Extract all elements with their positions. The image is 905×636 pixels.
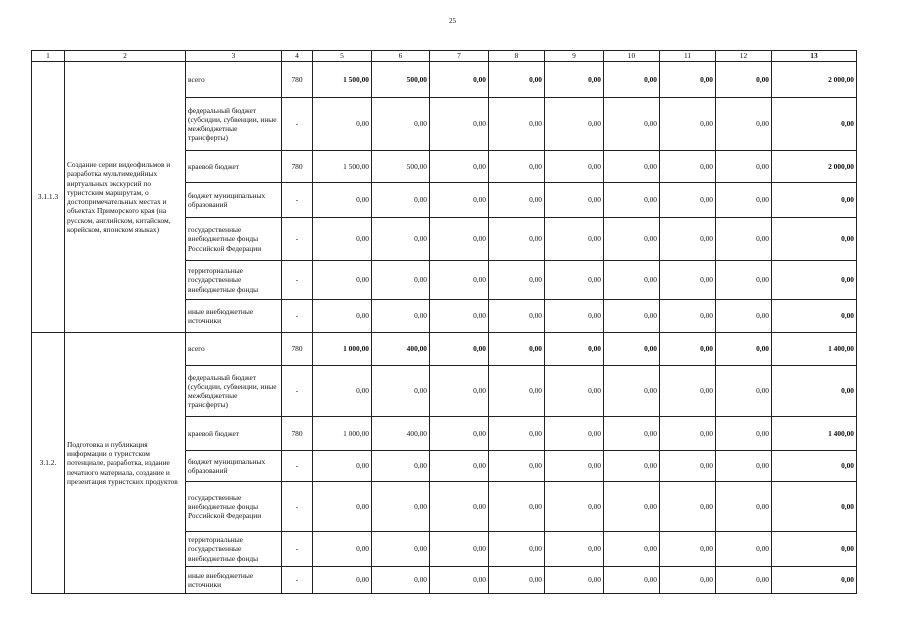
funding-source: иные внебюджетные источники [186, 300, 282, 333]
cell-c9: 0,00 [545, 482, 604, 532]
cell-c9: 0,00 [545, 300, 604, 333]
cell-c8: 0,00 [489, 151, 545, 183]
cell-c9: 0,00 [545, 261, 604, 300]
cell-c6: 0,00 [372, 482, 430, 532]
cell-c10: 0,00 [604, 482, 660, 532]
cell-c7: 0,00 [430, 62, 489, 98]
cell-c6: 500,00 [372, 62, 430, 98]
cell-c4: - [282, 567, 313, 594]
cell-c8: 0,00 [489, 333, 545, 366]
table-row [32, 62, 857, 98]
funding-source: бюджет муниципальных образований [186, 451, 282, 482]
funding-source: государственные внебюджетные фонды Российской Федерации [186, 482, 282, 532]
cell-c7: 0,00 [430, 151, 489, 183]
funding-source: краевой бюджет [186, 151, 282, 183]
cell-c5: 0,00 [313, 482, 372, 532]
cell-c7: 0,00 [430, 567, 489, 594]
cell-c5: 0,00 [313, 451, 372, 482]
cell-c13: 2 000,00 [772, 62, 857, 98]
cell-c12: 0,00 [716, 62, 772, 98]
cell-c5: 0,00 [313, 218, 372, 261]
cell-c10: 0,00 [604, 300, 660, 333]
cell-c10: 0,00 [604, 451, 660, 482]
cell-c11: 0,00 [660, 567, 716, 594]
col-header-13: 13 [772, 51, 857, 62]
col-header-10: 10 [604, 51, 660, 62]
item-code: 3.1.2. [32, 333, 65, 594]
budget-table [31, 50, 857, 594]
cell-c10: 0,00 [604, 261, 660, 300]
cell-c10: 0,00 [604, 151, 660, 183]
cell-c10: 0,00 [604, 218, 660, 261]
cell-c4: - [282, 451, 313, 482]
cell-c13: 1 400,00 [772, 333, 857, 366]
cell-c13: 0,00 [772, 451, 857, 482]
cell-c11: 0,00 [660, 183, 716, 218]
cell-c12: 0,00 [716, 151, 772, 183]
cell-c9: 0,00 [545, 366, 604, 417]
cell-c11: 0,00 [660, 62, 716, 98]
cell-c6: 0,00 [372, 98, 430, 151]
cell-c5: 1 000,00 [313, 417, 372, 451]
cell-c12: 0,00 [716, 567, 772, 594]
col-header-1: 1 [32, 51, 65, 62]
cell-c6: 500,00 [372, 151, 430, 183]
cell-c9: 0,00 [545, 151, 604, 183]
cell-c11: 0,00 [660, 532, 716, 567]
cell-c6: 0,00 [372, 451, 430, 482]
cell-c7: 0,00 [430, 183, 489, 218]
cell-c10: 0,00 [604, 183, 660, 218]
item-code: 3.1.1.3 [32, 62, 65, 333]
table-body [32, 62, 857, 594]
cell-c11: 0,00 [660, 333, 716, 366]
funding-source: федеральный бюджет (субсидии, субвенции, иные межбюджетные трансферты) [186, 366, 282, 417]
cell-c7: 0,00 [430, 451, 489, 482]
cell-c12: 0,00 [716, 333, 772, 366]
item-name: Подготовка и публикация информации о туристском потенциале, разработка, издание печатного материала, создание и презентация туристских продуктов [65, 333, 186, 594]
cell-c9: 0,00 [545, 218, 604, 261]
cell-c9: 0,00 [545, 183, 604, 218]
cell-c12: 0,00 [716, 532, 772, 567]
cell-c13: 0,00 [772, 532, 857, 567]
cell-c12: 0,00 [716, 417, 772, 451]
cell-c6: 0,00 [372, 183, 430, 218]
cell-c12: 0,00 [716, 98, 772, 151]
cell-c4: - [282, 98, 313, 151]
cell-c5: 0,00 [313, 261, 372, 300]
cell-c13: 1 400,00 [772, 417, 857, 451]
cell-c13: 0,00 [772, 366, 857, 417]
cell-c4: - [282, 300, 313, 333]
cell-c12: 0,00 [716, 451, 772, 482]
cell-c8: 0,00 [489, 218, 545, 261]
funding-source: бюджет муниципальных образований [186, 183, 282, 218]
col-header-4: 4 [282, 51, 313, 62]
cell-c12: 0,00 [716, 482, 772, 532]
cell-c7: 0,00 [430, 482, 489, 532]
cell-c11: 0,00 [660, 151, 716, 183]
cell-c13: 0,00 [772, 261, 857, 300]
cell-c8: 0,00 [489, 482, 545, 532]
cell-c4: - [282, 532, 313, 567]
cell-c4: - [282, 482, 313, 532]
cell-c7: 0,00 [430, 417, 489, 451]
header-row [32, 51, 857, 62]
cell-c9: 0,00 [545, 417, 604, 451]
col-header-8: 8 [489, 51, 545, 62]
cell-c9: 0,00 [545, 451, 604, 482]
cell-c7: 0,00 [430, 261, 489, 300]
cell-c12: 0,00 [716, 183, 772, 218]
cell-c8: 0,00 [489, 366, 545, 417]
cell-c11: 0,00 [660, 366, 716, 417]
funding-source: краевой бюджет [186, 417, 282, 451]
cell-c4: - [282, 183, 313, 218]
col-header-9: 9 [545, 51, 604, 62]
cell-c10: 0,00 [604, 98, 660, 151]
cell-c6: 400,00 [372, 333, 430, 366]
cell-c12: 0,00 [716, 300, 772, 333]
cell-c10: 0,00 [604, 417, 660, 451]
cell-c9: 0,00 [545, 532, 604, 567]
cell-c7: 0,00 [430, 333, 489, 366]
cell-c12: 0,00 [716, 218, 772, 261]
cell-c6: 0,00 [372, 567, 430, 594]
cell-c7: 0,00 [430, 98, 489, 151]
funding-source: территориальные государственные внебюджетные фонды [186, 261, 282, 300]
cell-c7: 0,00 [430, 218, 489, 261]
cell-c7: 0,00 [430, 366, 489, 417]
cell-c11: 0,00 [660, 300, 716, 333]
cell-c5: 0,00 [313, 532, 372, 567]
cell-c9: 0,00 [545, 62, 604, 98]
cell-c11: 0,00 [660, 451, 716, 482]
cell-c6: 0,00 [372, 218, 430, 261]
cell-c6: 0,00 [372, 261, 430, 300]
col-header-7: 7 [430, 51, 489, 62]
funding-source: государственные внебюджетные фонды Российской Федерации [186, 218, 282, 261]
cell-c4: 780 [282, 417, 313, 451]
cell-c8: 0,00 [489, 567, 545, 594]
cell-c11: 0,00 [660, 417, 716, 451]
cell-c13: 0,00 [772, 567, 857, 594]
cell-c11: 0,00 [660, 261, 716, 300]
cell-c10: 0,00 [604, 333, 660, 366]
cell-c5: 1 500,00 [313, 151, 372, 183]
cell-c13: 0,00 [772, 218, 857, 261]
cell-c12: 0,00 [716, 261, 772, 300]
cell-c8: 0,00 [489, 300, 545, 333]
cell-c8: 0,00 [489, 417, 545, 451]
item-name: Создание серии видеофильмов и разработка мультимедийных виртуальных экскурсий по туристским маршрутам, о достопримечательных местах и объектах Приморского края (на русском, английском, китайском, корейском, японском языках) [65, 62, 186, 333]
cell-c4: - [282, 366, 313, 417]
funding-source: иные внебюджетные источники [186, 567, 282, 594]
cell-c13: 0,00 [772, 98, 857, 151]
cell-c6: 0,00 [372, 366, 430, 417]
cell-c8: 0,00 [489, 532, 545, 567]
cell-c13: 0,00 [772, 482, 857, 532]
cell-c6: 400,00 [372, 417, 430, 451]
cell-c5: 0,00 [313, 567, 372, 594]
col-header-3: 3 [186, 51, 282, 62]
cell-c10: 0,00 [604, 366, 660, 417]
cell-c8: 0,00 [489, 451, 545, 482]
col-header-2: 2 [65, 51, 186, 62]
funding-source: всего [186, 333, 282, 366]
cell-c10: 0,00 [604, 62, 660, 98]
cell-c4: 780 [282, 151, 313, 183]
cell-c6: 0,00 [372, 532, 430, 567]
funding-source: всего [186, 62, 282, 98]
cell-c8: 0,00 [489, 261, 545, 300]
cell-c5: 0,00 [313, 183, 372, 218]
cell-c5: 0,00 [313, 366, 372, 417]
cell-c8: 0,00 [489, 62, 545, 98]
table-row [32, 333, 857, 366]
col-header-12: 12 [716, 51, 772, 62]
cell-c5: 1 500,00 [313, 62, 372, 98]
cell-c5: 0,00 [313, 300, 372, 333]
cell-c5: 1 000,00 [313, 333, 372, 366]
cell-c10: 0,00 [604, 567, 660, 594]
cell-c8: 0,00 [489, 98, 545, 151]
cell-c7: 0,00 [430, 532, 489, 567]
cell-c9: 0,00 [545, 333, 604, 366]
funding-source: территориальные государственные внебюджетные фонды [186, 532, 282, 567]
cell-c13: 2 000,00 [772, 151, 857, 183]
col-header-6: 6 [372, 51, 430, 62]
cell-c11: 0,00 [660, 98, 716, 151]
funding-source: федеральный бюджет (субсидии, субвенции, иные межбюджетные трансферты) [186, 98, 282, 151]
cell-c12: 0,00 [716, 366, 772, 417]
cell-c4: - [282, 218, 313, 261]
col-header-5: 5 [313, 51, 372, 62]
cell-c6: 0,00 [372, 300, 430, 333]
col-header-11: 11 [660, 51, 716, 62]
cell-c13: 0,00 [772, 183, 857, 218]
cell-c11: 0,00 [660, 218, 716, 261]
cell-c5: 0,00 [313, 98, 372, 151]
cell-c4: - [282, 261, 313, 300]
cell-c4: 780 [282, 62, 313, 98]
cell-c13: 0,00 [772, 300, 857, 333]
cell-c10: 0,00 [604, 532, 660, 567]
cell-c9: 0,00 [545, 98, 604, 151]
page-number: 25 [449, 17, 456, 25]
cell-c4: 780 [282, 333, 313, 366]
cell-c9: 0,00 [545, 567, 604, 594]
cell-c8: 0,00 [489, 183, 545, 218]
cell-c7: 0,00 [430, 300, 489, 333]
cell-c11: 0,00 [660, 482, 716, 532]
